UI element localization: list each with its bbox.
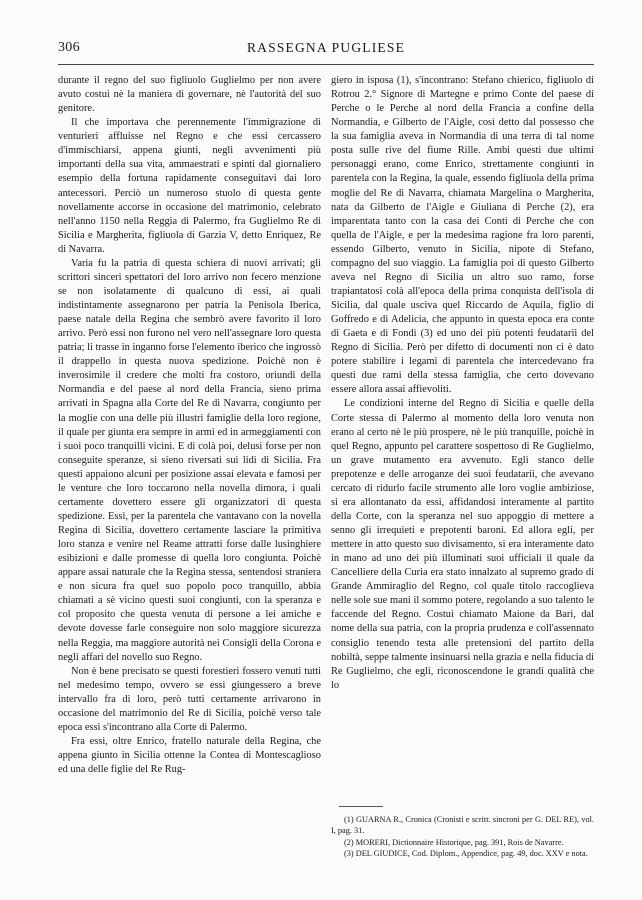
paragraph: Fra essi, oltre Enrico, fratello naturale della Regina, che appena giunto in Sicilia ottenne la Contea di Montescaglioso ed una delle figlie del Re Rug- (58, 735, 321, 776)
footnote-rule (339, 806, 383, 807)
paragraph-continuation: durante il regno del suo figliuolo Guglielmo per non avere avuto costui nè la maniera di governare, nè l'autorità del suo genitore. (58, 75, 321, 115)
left-column (58, 74, 321, 777)
page-header (58, 40, 594, 62)
paragraph: Non è bene precisato se questi forestieri fossero venuti tutti nel medesimo tempo, ovvero se essi giungessero a breve intervallo fra di loro, però tutti certamente arrivarono in occasione del matrimonio del Re di Sicilia, poichè verso tale epoca essi s'incontrano alla Corte di Palermo. (58, 665, 321, 733)
paragraph: Il che importava che perennemente l'immigrazione di venturieri affluisse nel Regno e che essi cercassero d'immischiarsi, appena giunti, negli avvenimenti più importanti della sua vita, ammaestrati e spinti dal giornaliero esempio della fortuna rapidamente conseguitavi dai loro antecessori. Perciò un numeroso stuolo di questa gente novellamente accorse in occasione del matrimonio, celebrato nell'anno 1150 nella Reggia di Palermo, fra Guglielmo Re di Sicilia e Margherita, figliuola di Garzia V, detto Enriquez, Re di Navarra. (58, 117, 321, 255)
footnotes (331, 814, 594, 859)
paragraph-continuation: giero in isposa (1), s'incontrano: Stefano chierico, figliuolo di Rotrou 2.° Signore di Martegne e primo Conte del paese di Perche o le Perche al nord della Francia a confine della Normandia, e Gilberto de l'Aigle, così detto dal possesso che la sua famiglia aveva in Normandia di una terra di tal nome posta sulle rive del fiume Rille. Ambi questi due ultimi personaggi erano, come Enrico, strettamente congiunti in parentela con la Regina, la quale, essendo figliuola della prima moglie del Re di Navarra, chiamata Margelina o Margherita, nata da Gilberto de l'Aigle e Giuliana di Perche (2), era imparentata tanto con la casa dei Conti di Perche che con quella de l'Aigle, e per la medesima ragione fra loro parenti, essendo Gilberto, venuto in Sicilia, nipote di Stefano, compagno del suo viaggio. La famiglia poi di questo Gilberto aveva nel Regno di Sicilia un altro suo ramo, forse trapiantatosi colà all'epoca della prima conquista dell'isola di Sicilia, dal quale usciva quel Riccardo de Aquila, figlio di Goffredo e di Adelicia, che appunto in questa epoca era conte di Gaeta e di Fondi (3) ed uno dei più potenti feudatarii del Regno di Sicilia. Però per difetto di documenti non ci è dato potere stabilire i legami di parentela che intercedevano fra questi due rami della stessa famiglia, che certo dovevano essere allora assai affievoliti. (331, 75, 594, 396)
footnote: (2) MORERI, Dictionnaire Historique, pag. 391, Rois de Navarre. (344, 837, 564, 847)
page-number: 306 (58, 40, 80, 55)
right-column (331, 74, 594, 693)
footnote: (3) DEL GIUDICE, Cod. Diplom., Appendice, pag. 49, doc. XXV e nota. (344, 848, 588, 858)
paragraph: Le condizioni interne del Regno di Sicilia e quelle della Corte stessa di Palermo al momento della loro venuta non erano al certo nè le più prospere, nè le più tranquille, poichè in quel Regno, appunto pel carattere sospettoso di Re Guglielmo, un grave mutamento era avvenuto. Egli stanco delle prepotenze e delle arroganze dei suoi feudatarii, che avevano cercato di ridurlo facile strumento alle loro voglie ambiziose, si era allontanato da essi, affidandosi interamente al partito della Corte, con la speranza nel suo appoggio di mettere a senno gli irrequieti e prepotenti baroni. Ed allora egli, per mettere in atto questo suo divisamento, si era interamente dato in mano ad uno dei più illuminati suoi ufficiali il quale da Cancelliere della Curia era stato innalzato al supremo grado di Grande Ammiraglio del Regno, col quale titolo raccoglieva nelle sole sue mani il sommo potere, regolando a suo talento le faccende del Regno. Costui chiamato Maione da Bari, dal nome della sua patria, con la propria prudenza e coll'assennato consiglio tenendo testa alle pretensioni del partito della nobiltà, seppe talmente insinuarsi nella grazia e nella fiducia di Re Guglielmo, che egli, riconoscendone le grandi qualità che lo (331, 398, 594, 691)
running-title: RASSEGNA PUGLIESE (246, 40, 406, 55)
header-rule (58, 64, 594, 65)
paragraph: Varia fu la patria di questa schiera di nuovi arrivati; gli scrittori sinceri spettatori del loro arrivo non fecero menzione se non isolatamente di qualcuno di essi, ai quali indistintamente assegnarono per patria la Penisola Iberica, paese natale della Regina che sembrò avere favorito il loro arrivo. Però essi non furono nel vero nell'assegnare loro questa patria; li trasse in inganno forse l'elemento iberico che ingrossò il drappello in questa nuova spedizione. Poichè non è inverosimile il credere che molti fra costoro, oriundi della Normandia e del paese al nord della Francia, sieno prima arrivati in Spagna alla Corte del Re di Navarra, congiunto per la moglie con una delle più illustri famiglie della loro regione, il quale per giunta era sempre in armi ed in armeggiamenti con i suoi poco tranquilli vicini. E di colà poi, delusi forse per non conseguite speranze, si sieno riversati sui lidi di Sicilia. Fra questi appaiono alcuni per posizione assai elevata e famosi per le venture che loro toccarono nella novella dimora, i quali certamente dovettero essere gli organizzatori di questa spedizione. Essi, per la parentela che vantavano con la novella Regina di Sicilia, dovettero certamente lasciare la primitiva loro stanza e venire nel Reame attratti forse dalle lusinghiere esibizioni e dalle promesse di quella loro congiunta. Poichè appare assai naturale che la Regina stessa, sentendosi straniera e non sicura fra quel suo popolo poco tranquillo, abbia chiamati a sè vicino questi suoi congiunti, con la speranza e col proposito che questa venuta di persone a lei amiche e devote dovesse farle conseguire non solo maggiore sicurezza nella Reggia, ma maggiore autorità nei Consigli della Corona e negli affari del novello suo Regno. (58, 257, 322, 663)
footnote: (1) GUARNA R., Cronica (Cronisti e scritt. sincroni per G. DEL RE), vol. I, pag. 31. (331, 815, 594, 836)
